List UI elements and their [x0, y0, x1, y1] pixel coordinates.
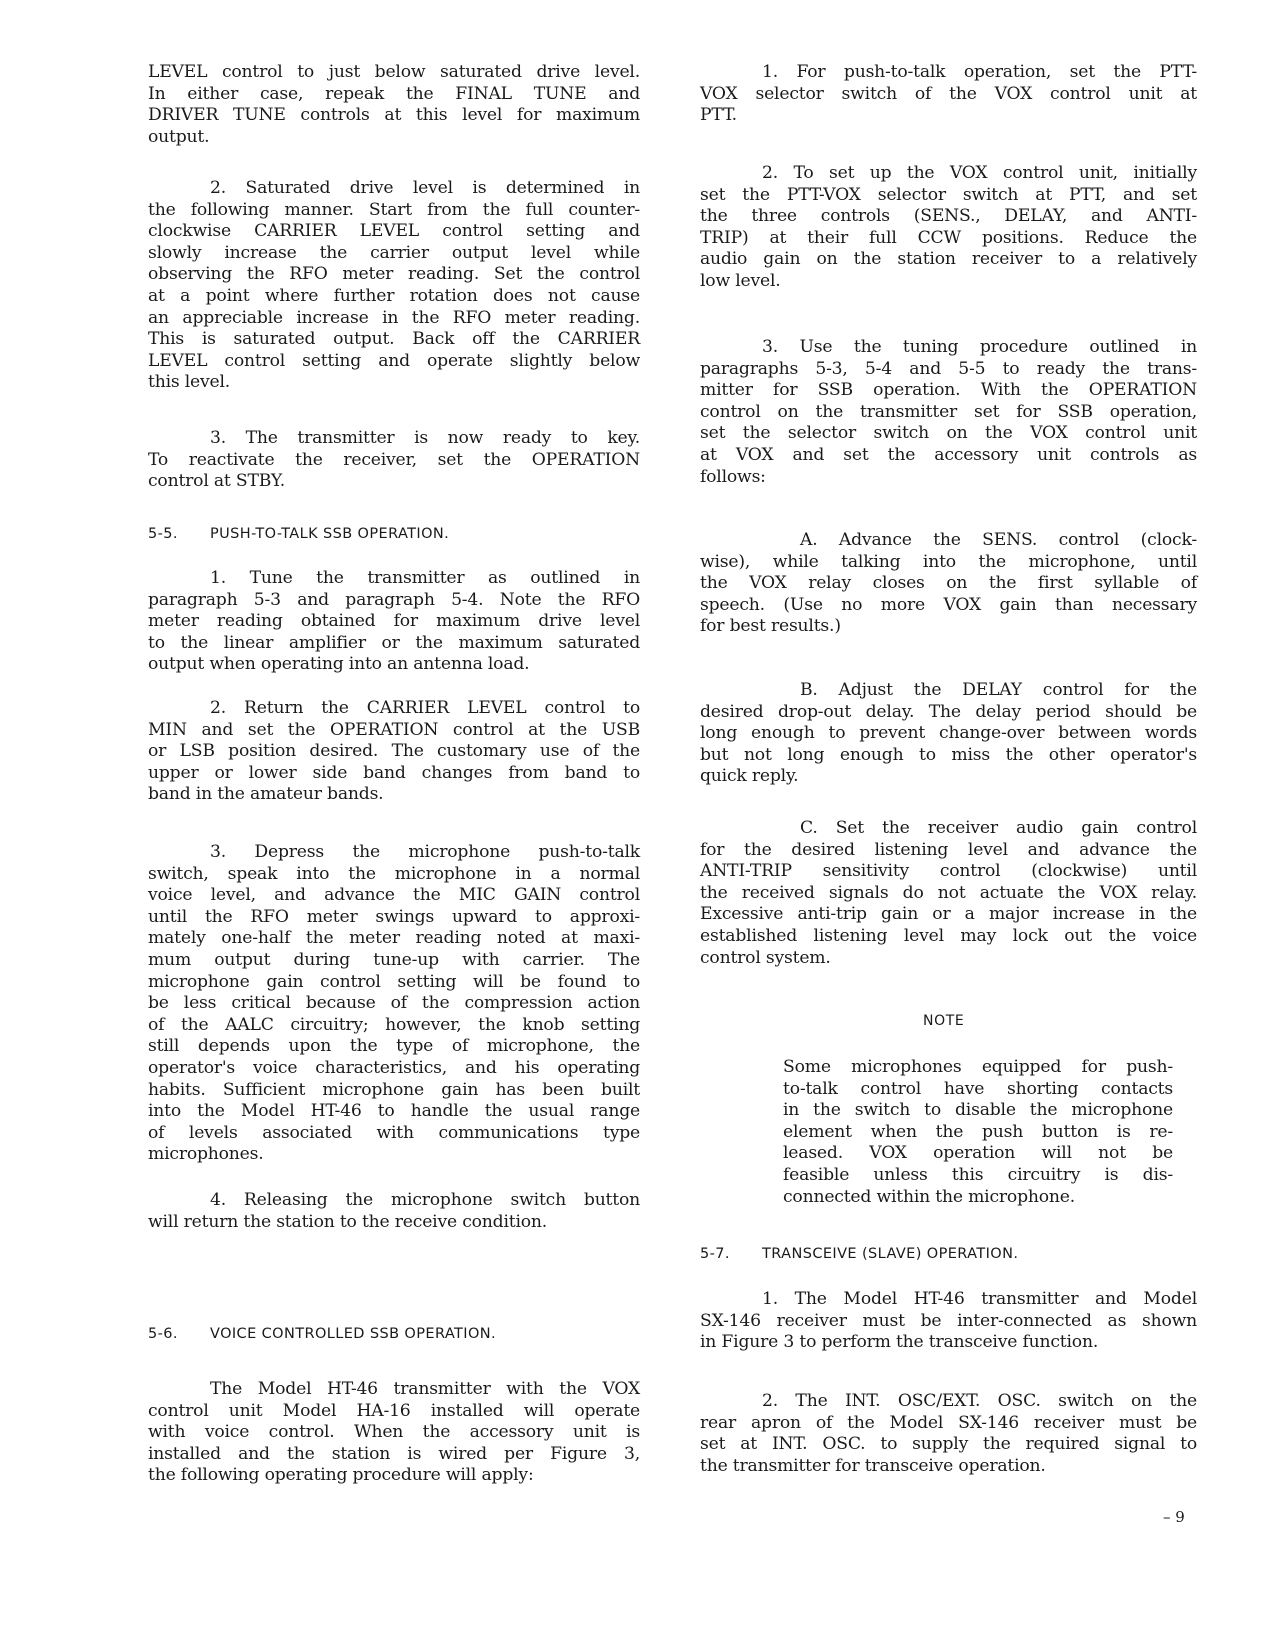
text-line: PTT.: [700, 105, 737, 126]
page-number: – 9: [1163, 1508, 1185, 1526]
text-line: clockwise CARRIER LEVEL control setting and: [148, 221, 640, 242]
text-line: to-talk control have shorting contacts: [783, 1078, 1173, 1099]
section-number: 5-6.: [148, 1326, 178, 1342]
paragraph-5-7-1: [700, 1289, 1197, 1354]
text-line: 2. To set up the VOX control unit, initially: [762, 163, 1197, 183]
note-title: NOTE: [923, 1013, 965, 1029]
text-line: switch, speak into the microphone in a normal: [148, 863, 640, 884]
text-line: MIN and set the OPERATION control at the USB: [148, 719, 640, 740]
text-line: microphones.: [148, 1144, 264, 1165]
text-line: The Model HT-46 transmitter with the VOX: [210, 1379, 640, 1399]
text-line: TRIP) at their full CCW positions. Reduce the: [700, 227, 1197, 248]
note-body: [783, 1057, 1173, 1208]
text-line: C. Set the receiver audio gain control: [800, 818, 1197, 838]
text-line: habits. Sufficient microphone gain has been built: [148, 1079, 640, 1100]
text-line: but not long enough to miss the other operator's: [700, 744, 1197, 765]
text-line: DRIVER TUNE controls at this level for maximum: [148, 105, 640, 126]
text-line: until the RFO meter swings upward to approxi-: [148, 906, 640, 927]
text-line: A. Advance the SENS. control (clock-: [800, 530, 1197, 550]
text-line: at VOX and set the accessory unit controls as: [700, 444, 1197, 465]
paragraph-vox-3: [700, 337, 1197, 488]
text-line: set the PTT-VOX selector switch at PTT, and set: [700, 184, 1197, 205]
text-line: paragraphs 5-3, 5-4 and 5-5 to ready the trans-: [700, 358, 1197, 379]
text-line: of the AALC circuitry; however, the knob setting: [148, 1014, 640, 1035]
text-line: or LSB position desired. The customary use of the: [148, 741, 640, 762]
text-line: audio gain on the station receiver to a relatively: [700, 249, 1197, 270]
text-line: with voice control. When the accessory unit is: [148, 1422, 640, 1443]
section-title: TRANSCEIVE (SLAVE) OPERATION.: [762, 1246, 1019, 1262]
text-line: paragraph 5-3 and paragraph 5-4. Note the RFO: [148, 589, 640, 610]
text-line: 2. The INT. OSC/EXT. OSC. switch on the: [762, 1391, 1197, 1411]
text-line: will return the station to the receive condition.: [148, 1211, 548, 1232]
text-line: control unit Model HA-16 installed will operate: [148, 1400, 640, 1421]
text-line: Excessive anti-trip gain or a major increase in the: [700, 904, 1197, 925]
text-line: output.: [148, 126, 210, 147]
text-line: the VOX relay closes on the first syllable of: [700, 573, 1197, 594]
paragraph-ready-to-key: [148, 428, 640, 493]
subparagraph-c: [700, 818, 1197, 969]
paragraph-5-5-2: [148, 698, 640, 806]
text-line: upper or lower side band changes from band to: [148, 762, 640, 783]
text-line: 1. The Model HT-46 transmitter and Model: [762, 1289, 1197, 1309]
text-line: 1. For push-to-talk operation, set the PTT-: [762, 62, 1197, 82]
paragraph-5-5-1: [148, 568, 640, 676]
text-line: SX-146 receiver must be inter-connected as shown: [700, 1310, 1197, 1331]
text-line: long enough to prevent change-over between words: [700, 723, 1197, 744]
text-line: VOX selector switch of the VOX control unit at: [700, 83, 1197, 104]
section-title: PUSH-TO-TALK SSB OPERATION.: [210, 526, 450, 542]
text-line: connected within the microphone.: [783, 1186, 1075, 1207]
text-line: 3. The transmitter is now ready to key.: [210, 428, 640, 448]
paragraph-5-6-intro: [148, 1379, 640, 1487]
text-line: low level.: [700, 270, 781, 291]
text-line: speech. (Use no more VOX gain than necessary: [700, 594, 1197, 615]
text-line: this level.: [148, 372, 231, 393]
text-line: band in the amateur bands.: [148, 784, 384, 805]
text-line: still depends upon the type of microphone, the: [148, 1036, 640, 1057]
text-line: be less critical because of the compression action: [148, 993, 640, 1014]
text-line: 2. Return the CARRIER LEVEL control to: [210, 698, 640, 718]
text-line: for the desired listening level and advance the: [700, 839, 1197, 860]
text-line: 1. Tune the transmitter as outlined in: [210, 568, 640, 588]
text-line: voice level, and advance the MIC GAIN control: [148, 885, 640, 906]
text-line: set at INT. OSC. to supply the required signal to: [700, 1434, 1197, 1455]
paragraph-saturated-drive: [148, 178, 640, 394]
text-line: mitter for SSB operation. With the OPERATION: [700, 380, 1197, 401]
text-line: follows:: [700, 466, 766, 487]
text-line: meter reading obtained for maximum drive level: [148, 611, 640, 632]
text-line: operator's voice characteristics, and his operating: [148, 1057, 640, 1078]
text-line: observing the RFO meter reading. Set the control: [148, 264, 640, 285]
text-line: at a point where further rotation does not cause: [148, 285, 640, 306]
paragraph-5-5-4: [148, 1190, 640, 1233]
continuation-paragraph: [148, 62, 640, 148]
text-line: element when the push button is re-: [783, 1121, 1173, 1142]
text-line: in Figure 3 to perform the transceive function.: [700, 1332, 1099, 1353]
text-line: slowly increase the carrier output level while: [148, 242, 640, 263]
section-heading-5-7: [700, 1246, 1197, 1262]
text-line: leased. VOX operation will not be: [783, 1143, 1173, 1164]
subparagraph-b: [700, 680, 1197, 788]
text-line: for best results.): [700, 616, 841, 637]
text-line: control on the transmitter set for SSB operation,: [700, 401, 1197, 422]
text-line: the three controls (SENS., DELAY, and ANTI-: [700, 206, 1197, 227]
text-line: microphone gain control setting will be found to: [148, 971, 640, 992]
text-line: to the linear amplifier or the maximum saturated: [148, 632, 640, 653]
text-line: 3. Use the tuning procedure outlined in: [762, 337, 1197, 357]
text-line: In either case, repeak the FINAL TUNE and: [148, 83, 640, 104]
text-line: ANTI-TRIP sensitivity control (clockwise) until: [700, 861, 1197, 882]
text-line: LEVEL control to just below saturated drive level.: [148, 62, 640, 82]
text-line: installed and the station is wired per Figure 3,: [148, 1443, 640, 1464]
text-line: quick reply.: [700, 766, 799, 787]
text-line: mately one-half the meter reading noted at maxi-: [148, 928, 640, 949]
text-line: Some microphones equipped for push-: [783, 1057, 1173, 1077]
text-line: in the switch to disable the microphone: [783, 1100, 1173, 1121]
text-line: control system.: [700, 947, 831, 968]
text-line: the following operating procedure will apply:: [148, 1465, 534, 1486]
text-line: B. Adjust the DELAY control for the: [800, 680, 1197, 700]
section-number: 5-5.: [148, 526, 178, 542]
text-line: set the selector switch on the VOX control unit: [700, 423, 1197, 444]
text-line: This is saturated output. Back off the CARRIER: [148, 329, 640, 350]
paragraph-5-5-3: [148, 842, 640, 1166]
text-line: feasible unless this circuitry is dis-: [783, 1164, 1173, 1185]
section-title: VOICE CONTROLLED SSB OPERATION.: [210, 1326, 497, 1342]
text-line: control at STBY.: [148, 471, 286, 492]
section-number: 5-7.: [700, 1246, 730, 1262]
subparagraph-a: [700, 530, 1197, 638]
text-line: wise), while talking into the microphone, until: [700, 551, 1197, 572]
text-line: rear apron of the Model SX-146 receiver must be: [700, 1412, 1197, 1433]
section-heading-5-5: [148, 526, 640, 542]
text-line: the received signals do not actuate the VOX relay.: [700, 882, 1197, 903]
section-heading-5-6: [148, 1326, 640, 1342]
text-line: 3. Depress the microphone push-to-talk: [210, 842, 640, 862]
text-line: of levels associated with communications type: [148, 1122, 640, 1143]
paragraph-vox-2: [700, 163, 1197, 293]
text-line: the transmitter for transceive operation.: [700, 1455, 1046, 1476]
paragraph-5-7-2: [700, 1391, 1197, 1477]
text-line: desired drop-out delay. The delay period should be: [700, 701, 1197, 722]
text-line: established listening level may lock out the voice: [700, 925, 1197, 946]
paragraph-vox-1: [700, 62, 1197, 127]
text-line: the following manner. Start from the full counter-: [148, 199, 640, 220]
text-line: LEVEL control setting and operate slightly below: [148, 350, 640, 371]
text-line: output when operating into an antenna load.: [148, 654, 530, 675]
text-line: To reactivate the receiver, set the OPERATION: [148, 449, 640, 470]
text-line: 2. Saturated drive level is determined in: [210, 178, 640, 198]
text-line: into the Model HT-46 to handle the usual range: [148, 1101, 640, 1122]
text-line: an appreciable increase in the RFO meter reading.: [148, 307, 640, 328]
text-line: mum output during tune-up with carrier. The: [148, 949, 640, 970]
text-line: 4. Releasing the microphone switch button: [210, 1190, 640, 1210]
